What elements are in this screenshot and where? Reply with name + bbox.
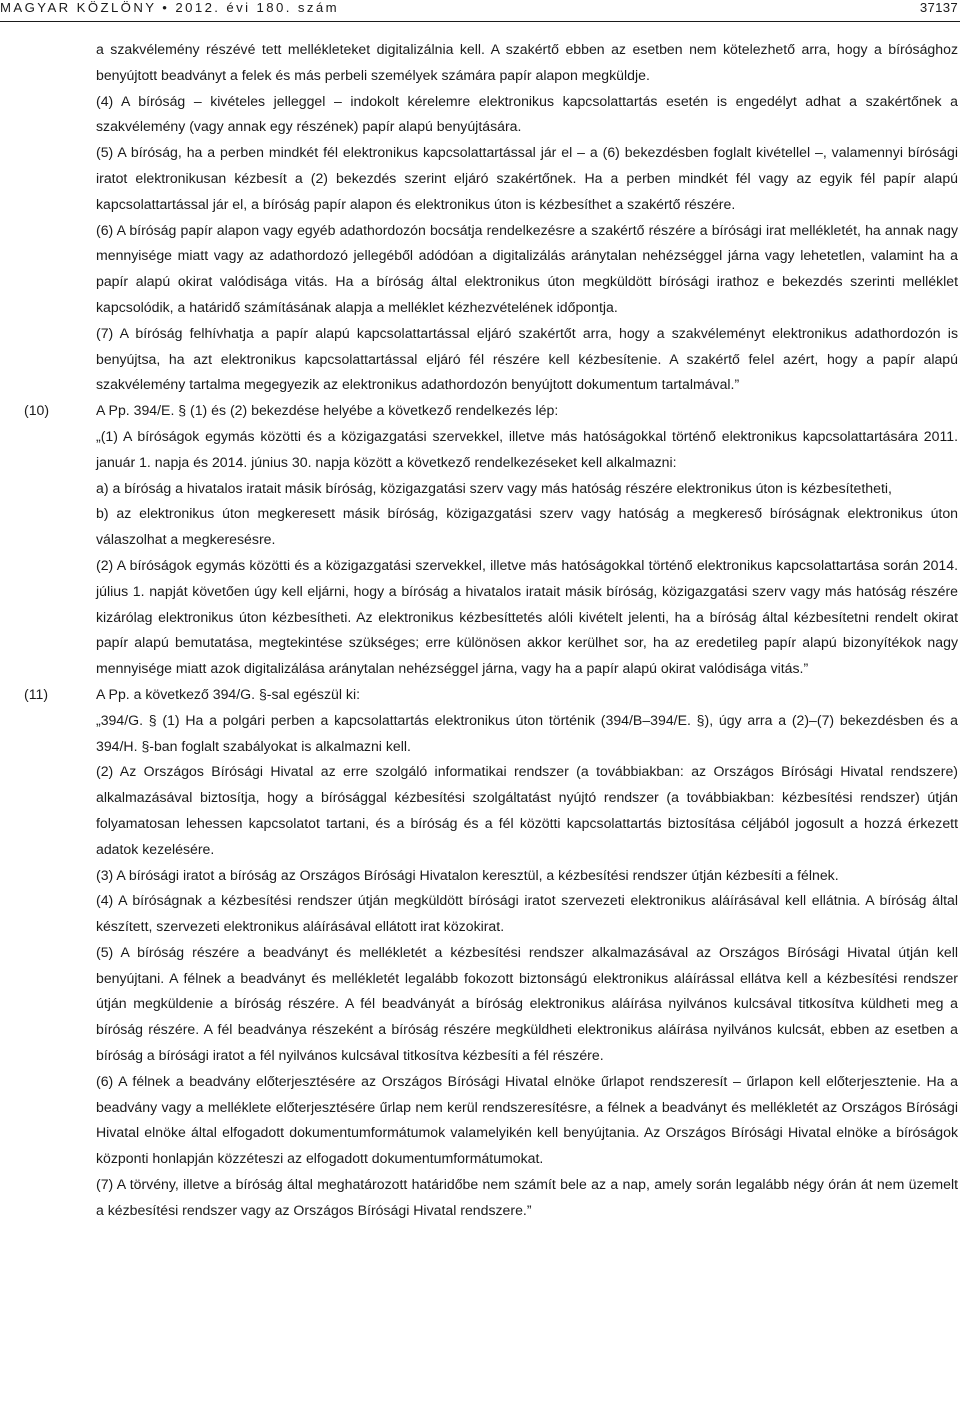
page-number: 37137	[919, 0, 958, 15]
item-10-paragraph-1: „(1) A bíróságok egymás közötti és a közigazgatási szervekkel, illetve más hatóságokkal történő elektronikus kapcsolattartására 2011. január 1. napja és 2014. június 30. napja között a következő rendelkezéseket kell alkalmazni:	[96, 427, 958, 470]
paragraph-7: (7) A bíróság felhívhatja a papír alapú kapcsolattartással eljáró szakértőt arra, hogy a szakvéleményt elektronikus adathordozón is benyújtsa, ha azt elektronikus kapcsolattartással eljáró fél részére kell kézbesítenie. A szakértő felel azért, hogy a papír alapú szakvélemény tartalma megegyezik az elektronikus adathordozón benyújtott dokumentum tartalmával.”	[96, 324, 958, 393]
body-text	[24, 37, 958, 1224]
journal-title: MAGYAR KÖZLÖNY • 2012. évi 180. szám	[0, 0, 339, 15]
item-number-10: (10)	[24, 402, 50, 419]
item-10-intro: A Pp. 394/E. § (1) és (2) bekezdése helyébe a következő rendelkezés lép:	[96, 402, 559, 419]
paragraph-continuation: a szakvélemény részévé tett mellékleteket digitalizálnia kell. A szakértő ebben az esetben nem kötelezhető arra, hogy a bírósághoz benyújtott beadványt a felek és más perbeli személyek számára papír alapon megküldje.	[96, 41, 958, 83]
item-10-point-b: b) az elektronikus úton megkeresett másik bíróság, közigazgatási szerv vagy hatóság a megkereső bíróságnak elektronikus úton válaszolhat a megkeresésre.	[96, 505, 958, 548]
running-header	[0, 0, 960, 20]
paragraph-5: (5) A bíróság, ha a perben mindkét fél elektronikus kapcsolattartással jár el – a (6) bekezdésben foglalt kivétellel –, valamennyi bírósági iratot elektronikusan kézbesít a (2) bekezdés szerint eljáró szakértőnek. Ha a perben mindkét fél vagy az egyik fél papír alapú kapcsolattartással jár el, a bíróság papír alapon és elektronikus úton is kézbesíthet a szakértő részére.	[96, 144, 958, 212]
item-11-paragraph-5: (5) A bíróság részére a beadványt és mellékletét a kézbesítési rendszer alkalmazásával az Országos Bírósági Hivatal útján kell benyújtani. A félnek a beadványt és mellékletét legalább fokozott biztonságú elektronikus aláírással ellátva kell a kézbesítési rendszer útján megküldenie a bíróság részére. A fél beadványát a bíróság elektronikus aláírása nyilvános kulcsával titkosítva küldheti meg a bíróság részére. A fél beadványa részeként a bíróság részére megküldheti elektronikus aláírása nyilvános kulcsát, ebben az esetben a bíróság a bírósági iratot a fél nyilvános kulcsával titkosítva kézbesíti a fél részére.	[96, 943, 958, 1064]
item-11	[24, 682, 958, 708]
item-11-paragraph-4: (4) A bíróságnak a kézbesítési rendszer útján megküldött bírósági iratot szervezeti elektronikus aláírásával kell ellátnia. A bíróság által készített, szervezeti elektronikus aláírásával ellátott irat közokirat.	[96, 892, 958, 935]
item-11-paragraph-1: „394/G. § (1) Ha a polgári perben a kapcsolattartás elektronikus úton történik (394/B–394/E. §), úgy arra a (2)–(7) bekezdésben és a 394/H. §-ban foglalt szabályokat is alkalmazni kell.	[96, 711, 958, 754]
item-11-paragraph-3: (3) A bírósági iratot a bíróság az Országos Bírósági Hivatalon keresztül, a kézbesítési rendszer útján kézbesíti a félnek.	[96, 866, 839, 883]
item-10	[24, 398, 958, 424]
item-11-intro: A Pp. a következő 394/G. §-sal egészül ki:	[96, 685, 361, 702]
header-rule	[0, 21, 960, 22]
paragraph-6: (6) A bíróság papír alapon vagy egyéb adathordozón bocsátja rendelkezésre a szakértő részére a bírósági irat mellékletét, ha annak nagy mennyisége miatt vagy az adathordozó jellegéből adódóan a digitalizálás aránytalan nehézséggel járna vagy lehetetlen, valamint ha a papír alapú okirat valódisága vitás. Ha a bíróság által elektronikus úton megküldött bírósági irathoz e bekezdés szerinti melléklet kapcsolódik, a határidő számításának alapja a melléklet kézhezvételének időpontja.	[96, 221, 958, 315]
item-11-paragraph-7: (7) A törvény, illetve a bíróság által meghatározott határidőbe nem számít bele az a nap, amely során legalább négy órán át nem üzemelt a kézbesítési rendszer vagy az Országos Bírósági Hivatal rendszere.”	[96, 1176, 958, 1218]
item-10-paragraph-2: (2) A bíróságok egymás közötti és a közigazgatási szervekkel, illetve más hatóságokkal történő elektronikus kapcsolattartása során 2014. július 1. napját követően úgy kell eljárni, hogy a bíróság a hivatalos iratait másik bíróság, közigazgatási szerv vagy más hatóság részére kizárólag elektronikus úton kézbesítheti. Az elektronikus kézbesíttetés alóli kivételt jelenti, ha a bíróság által kézbesítetni rendelt okirat papír alapú bemutatása, megtekintése szükséges; erre különösen akkor kerülhet sor, ha az eredetileg papír alapú bizonyítékok nagy mennyisége miatt azok digitalizálása aránytalan nehézséggel járna, vagy ha a papír alapú okirat valódisága vitás.”	[96, 556, 958, 677]
item-10-point-a: a) a bíróság a hivatalos iratait másik bíróság, közigazgatási szerv vagy más hatóság részére elektronikus úton is kézbesítetheti,	[96, 479, 892, 496]
paragraph-4: (4) A bíróság – kivételes jelleggel – indokolt kérelemre elektronikus kapcsolattartás esetén is engedélyt adhat a szakértőnek a szakvélemény (vagy annak egy részének) papír alapú benyújtására.	[96, 92, 958, 135]
item-11-paragraph-2: (2) Az Országos Bírósági Hivatal az erre szolgáló informatikai rendszer (a továbbiakban: az Országos Bírósági Hivatal rendszere) alkalmazásával biztosítja, hogy a bírósággal kézbesítési szolgáltatást nyújtó rendszer (a továbbiakban: kézbesítési rendszer) útján folyamatosan lehessen kapcsolatot tartani, és a bíróság és a fél közötti kapcsolattartás biztosítása céljából jogosult a hozzá érkezett adatok kezelésére.	[96, 763, 958, 857]
item-number-11: (11)	[24, 685, 49, 702]
item-11-paragraph-6: (6) A félnek a beadvány előterjesztésére az Országos Bírósági Hivatal elnöke űrlapot rendszeresít – űrlapon kell előterjesztenie. Ha a beadvány vagy a melléklete előterjesztésére űrlap nem kerül rendszeresítésre, a félnek a beadványt és mellékletét az Országos Bírósági Hivatal elnöke által elfogadott dokumentumformátumok valamelyikén kell benyújtania. Az Országos Bírósági Hivatal elnöke a bíróságok központi honlapján közzéteszi az elfogadott dokumentumformátumokat.	[96, 1072, 958, 1167]
